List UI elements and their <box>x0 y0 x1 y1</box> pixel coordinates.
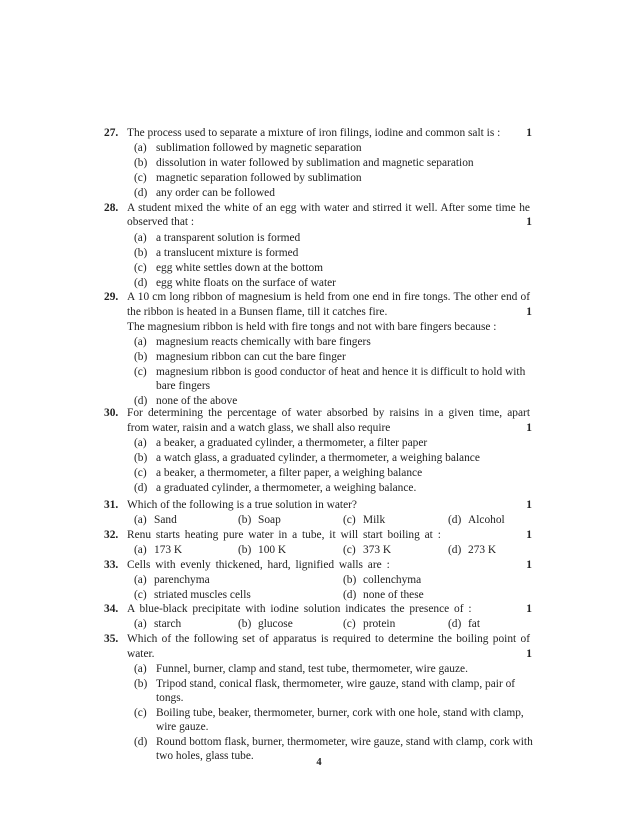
option-label: (a) <box>134 574 147 586</box>
option-c <box>134 589 251 601</box>
option-c-continuation <box>156 721 209 733</box>
option-label: (d) <box>448 618 462 630</box>
option-label: (c) <box>343 544 356 556</box>
option-a <box>134 618 181 630</box>
option-label: (b) <box>238 514 252 526</box>
option-b <box>238 618 293 630</box>
option-d <box>134 395 237 407</box>
option-text: Funnel, burner, clamp and stand, test tube, thermometer, wire gauze. <box>156 663 468 675</box>
option-label: (c) <box>134 707 147 719</box>
question-text: Which of the following set of apparatus is required to determine the boiling point of <box>127 633 530 645</box>
option-text: wire gauze. <box>156 721 209 733</box>
option-a <box>134 544 182 556</box>
option-a <box>134 514 177 526</box>
option-text: none of the above <box>156 395 238 407</box>
option-label: (c) <box>134 589 147 601</box>
option-c <box>134 366 525 378</box>
marks: 1 <box>526 216 532 228</box>
option-text: 173 K <box>154 544 183 556</box>
marks: 1 <box>526 499 532 511</box>
question-text: observed that : <box>127 216 195 228</box>
option-label: (b) <box>238 618 252 630</box>
option-label: (d) <box>448 514 462 526</box>
option-text: Sand <box>154 514 177 526</box>
option-label: (c) <box>134 366 147 378</box>
option-text: any order can be followed <box>156 187 275 199</box>
option-text: egg white floats on the surface of water <box>156 277 336 289</box>
marks: 1 <box>526 422 532 434</box>
option-text: sublimation followed by magnetic separation <box>156 142 362 154</box>
option-text: Alcohol <box>468 514 505 526</box>
option-b <box>343 574 421 586</box>
option-label: (a) <box>134 142 147 154</box>
option-text: Tripod stand, conical flask, thermometer, wire gauze, stand with clamp, pair of <box>156 678 516 690</box>
option-text: collenchyma <box>363 574 422 586</box>
option-label: (a) <box>134 437 147 449</box>
option-text: a translucent mixture is formed <box>156 247 299 259</box>
marks: 1 <box>526 529 532 541</box>
option-text: a transparent solution is formed <box>156 232 301 244</box>
question-text: The magnesium ribbon is held with fire tongs and not with bare fingers because : <box>127 321 497 333</box>
option-c <box>134 262 323 274</box>
option-label: (b) <box>238 544 252 556</box>
option-text: 100 K <box>258 544 287 556</box>
option-label: (a) <box>134 618 147 630</box>
option-label: (a) <box>134 663 147 675</box>
marks: 1 <box>526 559 532 571</box>
question-text: For determining the percentage of water absorbed by raisins in a given time, apart <box>127 407 530 419</box>
marks: 1 <box>526 648 532 660</box>
option-label: (a) <box>134 336 147 348</box>
option-label: (a) <box>134 544 147 556</box>
option-text: protein <box>363 618 396 630</box>
marks: 1 <box>526 603 532 615</box>
option-label: (d) <box>343 589 357 601</box>
option-label: (d) <box>134 736 148 748</box>
option-text: a beaker, a graduated cylinder, a thermometer, a filter paper <box>156 437 428 449</box>
option-c <box>134 467 422 479</box>
option-label: (d) <box>134 395 148 407</box>
option-text: a graduated cylinder, a thermometer, a weighing balance. <box>156 482 417 494</box>
option-d <box>134 482 416 494</box>
option-label: (c) <box>134 172 147 184</box>
option-label: (d) <box>134 482 148 494</box>
question-number: 31. <box>104 499 119 511</box>
option-label: (d) <box>134 277 148 289</box>
question-number: 34. <box>104 603 119 615</box>
option-b <box>134 351 346 363</box>
page-number: 4 <box>316 757 322 768</box>
option-label: (b) <box>134 157 148 169</box>
question-number: 35. <box>104 633 119 645</box>
option-text: dissolution in water followed by sublimation and magnetic separation <box>156 157 474 169</box>
question-number: 33. <box>104 559 119 571</box>
option-a <box>134 232 300 244</box>
option-text: Soap <box>258 514 281 526</box>
question-text: Cells with evenly thickened, hard, lignified walls are : <box>127 559 390 571</box>
option-a <box>134 142 362 154</box>
question-text: Which of the following is a true solution in water? <box>127 499 357 511</box>
option-a <box>134 336 371 348</box>
option-text: tongs. <box>156 692 184 704</box>
option-label: (c) <box>343 514 356 526</box>
option-c-continuation <box>156 380 210 392</box>
option-label: (a) <box>134 514 147 526</box>
option-d <box>134 187 275 199</box>
question-text: Renu starts heating pure water in a tube, it will start boiling at : <box>127 529 441 541</box>
question-text: A student mixed the white of an egg with water and stirred it well. After some time he <box>127 202 530 214</box>
option-d <box>134 277 336 289</box>
option-text: two holes, glass tube. <box>156 750 254 762</box>
option-text: none of these <box>363 589 424 601</box>
option-d-continuation <box>156 750 254 762</box>
option-c <box>343 514 385 526</box>
option-text: a watch glass, a graduated cylinder, a thermometer, a weighing balance <box>156 452 480 464</box>
option-b <box>134 678 515 690</box>
option-text: glucose <box>258 618 293 630</box>
option-b <box>238 514 281 526</box>
option-text: striated muscles cells <box>154 589 251 601</box>
option-d <box>448 618 480 630</box>
option-text: 273 K <box>468 544 497 556</box>
option-c <box>343 618 395 630</box>
question-text: the ribbon is heated in a Bunsen flame, till it catches fire. <box>127 306 388 318</box>
question-text: A 10 cm long ribbon of magnesium is held from one end in fire tongs. The other end of <box>127 291 530 303</box>
option-a <box>134 663 468 675</box>
option-b <box>134 157 474 169</box>
option-label: (b) <box>134 452 148 464</box>
option-b-continuation <box>156 692 184 704</box>
question-text: water. <box>127 648 155 660</box>
option-d <box>134 736 533 748</box>
option-d <box>448 544 496 556</box>
option-label: (c) <box>134 467 147 479</box>
option-text: parenchyma <box>154 574 210 586</box>
question-number: 28. <box>104 202 119 214</box>
option-d <box>448 514 505 526</box>
question-text: The process used to separate a mixture of iron filings, iodine and common salt is : <box>127 127 501 139</box>
option-b <box>134 247 298 259</box>
option-c <box>343 544 391 556</box>
option-text: starch <box>154 618 182 630</box>
marks: 1 <box>526 306 532 318</box>
option-label: (d) <box>134 187 148 199</box>
option-a <box>134 437 427 449</box>
option-text: Boiling tube, beaker, thermometer, burner, cork with one hole, stand with clamp, <box>156 707 524 719</box>
option-label: (d) <box>448 544 462 556</box>
option-text: magnesium reacts chemically with bare fingers <box>156 336 371 348</box>
option-text: 373 K <box>363 544 392 556</box>
option-text: Round bottom flask, burner, thermometer, wire gauze, stand with clamp, cork with <box>156 736 533 748</box>
option-b <box>134 452 480 464</box>
option-text: magnesium ribbon is good conductor of heat and hence it is difficult to hold with <box>156 366 526 378</box>
question-text: A blue-black precipitate with iodine solution indicates the presence of : <box>127 603 472 615</box>
option-text: egg white settles down at the bottom <box>156 262 324 274</box>
question-number: 29. <box>104 291 119 303</box>
option-text: fat <box>468 618 481 630</box>
option-label: (b) <box>343 574 357 586</box>
option-label: (b) <box>134 678 148 690</box>
option-c <box>134 172 362 184</box>
option-b <box>238 544 286 556</box>
option-text: Milk <box>363 514 386 526</box>
option-label: (c) <box>343 618 356 630</box>
option-text: magnesium ribbon can cut the bare finger <box>156 351 346 363</box>
option-text: a beaker, a thermometer, a filter paper, a weighing balance <box>156 467 423 479</box>
option-d <box>343 589 424 601</box>
option-text: magnetic separation followed by sublimation <box>156 172 362 184</box>
option-label: (a) <box>134 232 147 244</box>
option-a <box>134 574 210 586</box>
option-c <box>134 707 524 719</box>
question-number: 27. <box>104 127 119 139</box>
question-number: 32. <box>104 529 119 541</box>
question-text: from water, raisin and a watch glass, we shall also require <box>127 422 391 434</box>
option-label: (b) <box>134 247 148 259</box>
option-text: bare fingers <box>156 380 211 392</box>
marks: 1 <box>526 127 532 139</box>
question-number: 30. <box>104 407 119 419</box>
option-label: (c) <box>134 262 147 274</box>
option-label: (b) <box>134 351 148 363</box>
